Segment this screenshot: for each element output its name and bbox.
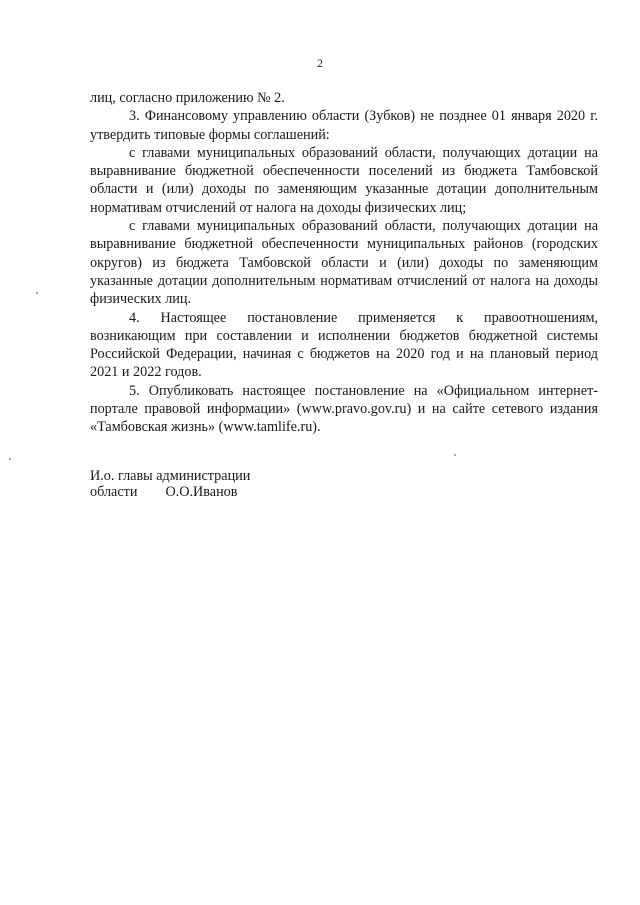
paragraph-item-4: 4. Настоящее постановление применяется к правоотношениям, возникающим при составлении и исполнении бюджетов бюджетной системы Российской Федерации, начиная с бюджетов на 2020 год и на плановый период 2021 и 2022 годов. [90, 309, 598, 381]
page-number: 2 [317, 56, 323, 70]
signature-title: И.о. главы администрации [90, 468, 251, 484]
signature-block [90, 468, 250, 500]
scan-speck [454, 454, 456, 456]
paragraph-item-3: 3. Финансовому управлению области (Зубков) не позднее 01 января 2020 г. утвердить типовые формы соглашений: [90, 108, 598, 143]
scan-speck [36, 292, 38, 294]
document-body [90, 89, 598, 437]
paragraph-agreement-districts: с главами муниципальных образований области, получающих дотации на выравнивание бюджетной обеспеченности муниципальных районов (городских округов) из бюджета Тамбовской области и (или) доходы по заменяющим указанные дотации дополнительным нормативам отчислений от налога на доходы физических лиц. [90, 218, 598, 308]
signature-region: области [90, 484, 138, 500]
scan-speck [9, 458, 11, 460]
paragraph-item-5: 5. Опубликовать настоящее постановление на «Официальном интернет-портале правовой информации» (www.pravo.gov.ru) и на сайте сетевого издания «Тамбовская жизнь» (www.tamlife.ru). [90, 382, 598, 436]
signature-name: О.О.Иванов [165, 484, 238, 500]
signature-line [90, 484, 250, 500]
paragraph-agreement-settlements: с главами муниципальных образований области, получающих дотации на выравнивание бюджетной обеспеченности поселений из бюджета Тамбовской области и (или) доходы по заменяющим указанные дотации дополнительным нормативам отчислений от налога на доходы физических лиц; [90, 144, 598, 216]
paragraph-continuation: лиц, согласно приложению № 2. [90, 90, 285, 106]
